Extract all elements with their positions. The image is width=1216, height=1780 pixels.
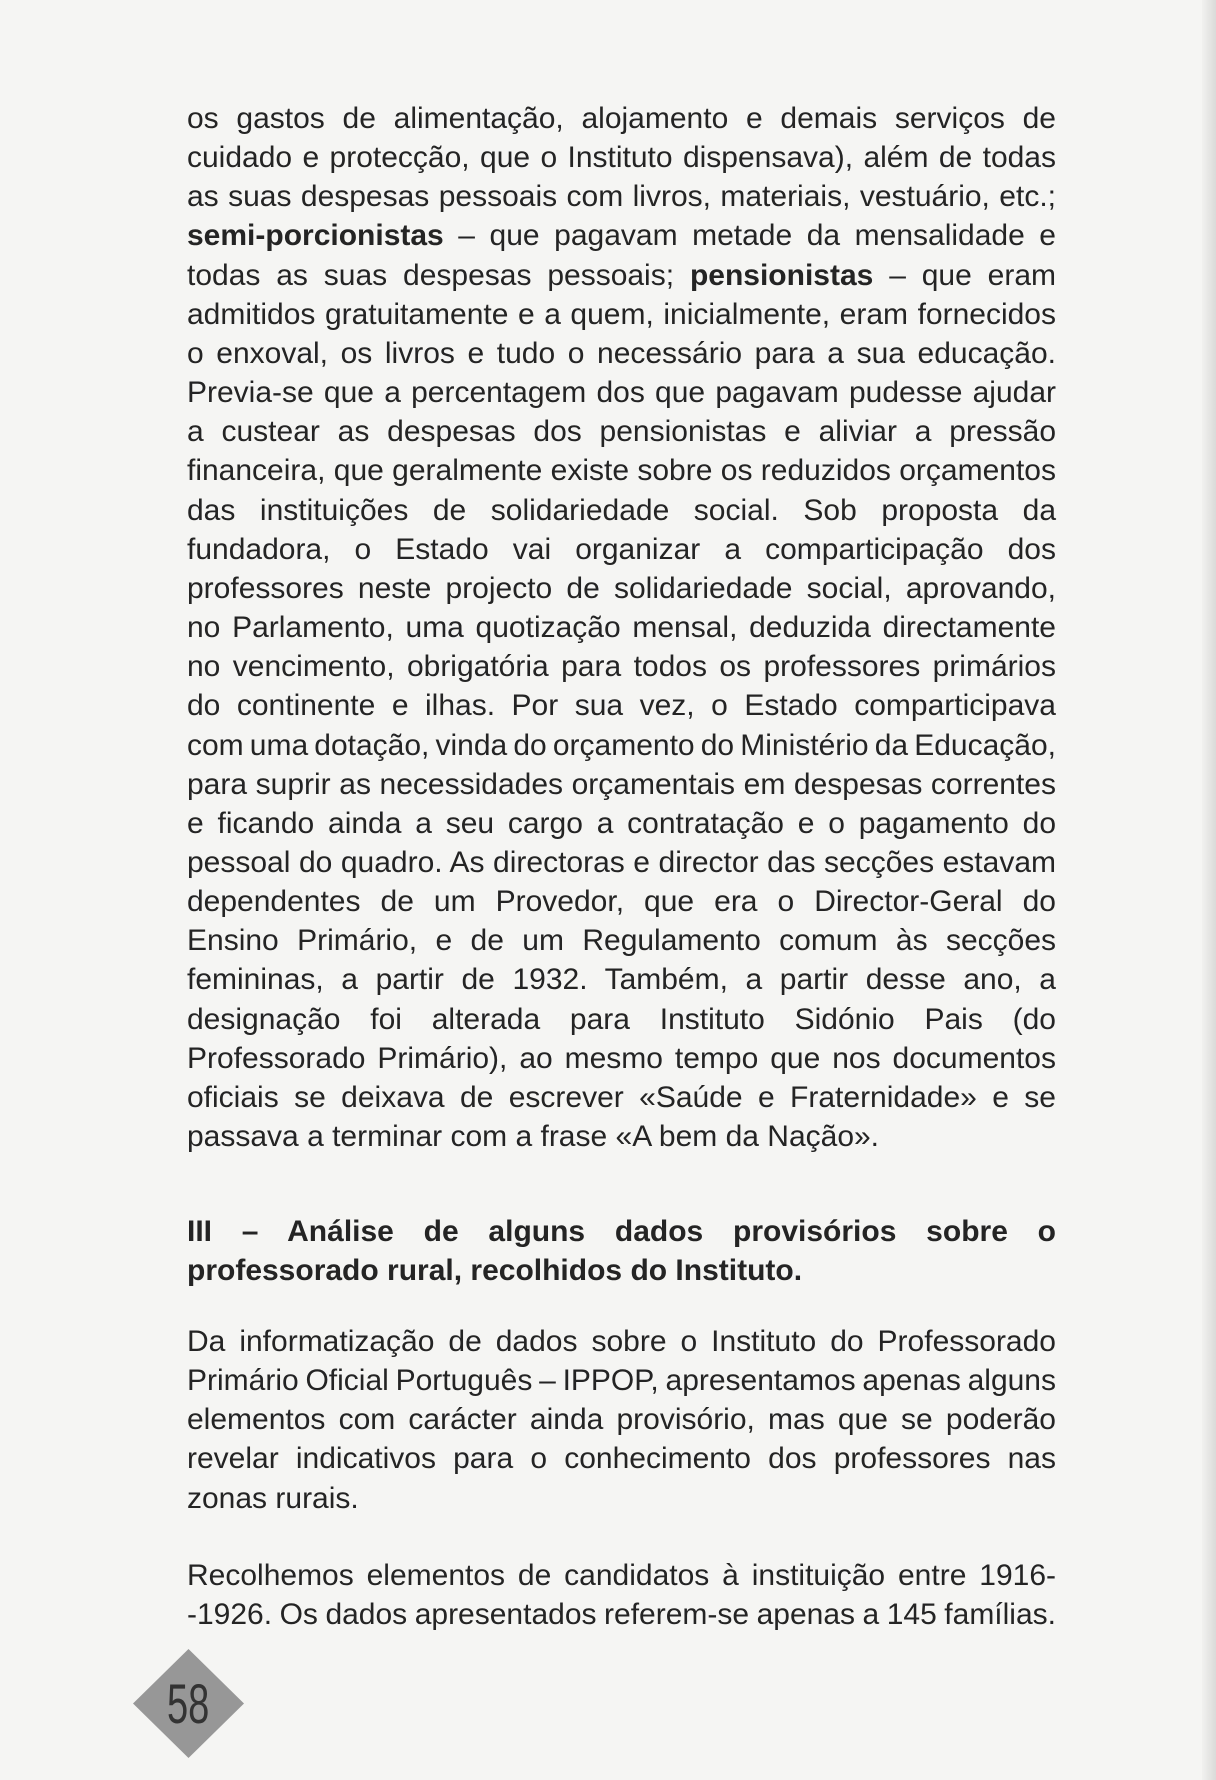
text-line: as suas despesas pessoais com livros, materiais, vestuário, etc.;	[187, 180, 1056, 214]
text-line	[187, 256, 1056, 295]
page-number-wrap	[133, 1649, 244, 1758]
text-line: femininas, a partir de 1932. Também, a partir desse ano, a	[187, 963, 1056, 997]
text-line: o enxoval, os livros e tudo o necessário para a sua educação.	[187, 336, 1056, 370]
heading-line: III – Análise de alguns dados provisórios sobre o	[187, 1215, 1056, 1248]
line-text: – que eram	[873, 258, 1057, 292]
text-line: das instituições de solidariedade social. Sob proposta da	[187, 493, 1056, 527]
text-line: -1926. Os dados apresentados referem-se apenas a 145 famílias.	[187, 1598, 1056, 1632]
line-text: – que pagavam metade da mensalidade e	[443, 219, 1056, 253]
section-heading	[187, 1212, 1056, 1290]
text-line: com uma dotação, vinda do orçamento do Ministério da Educação,	[187, 728, 1056, 762]
text-line: oficiais se deixava de escrever «Saúde e Fraternidade» e se	[187, 1080, 1056, 1114]
text-line: e ficando ainda a seu cargo a contratação e o pagamento do	[187, 806, 1056, 840]
text-line: a custear as despesas dos pensionistas e aliviar a pressão	[187, 415, 1057, 449]
heading-line: professorado rural, recolhidos do Instituto.	[187, 1254, 803, 1288]
paragraph-1	[187, 99, 1056, 1156]
text-line: designação foi alterada para Instituto Sidónio Pais (do	[187, 1002, 1056, 1036]
text-line: no Parlamento, uma quotização mensal, deduzida directamente	[187, 611, 1056, 645]
line-text: todas as suas despesas pessoais;	[187, 258, 690, 292]
text-line: zonas rurais.	[187, 1481, 359, 1515]
text-line	[187, 216, 1056, 255]
text-line: Professorado Primário), ao mesmo tempo que nos documentos	[187, 1041, 1056, 1075]
page-edge-shadow	[1202, 0, 1216, 1780]
text-line: Ensino Primário, e de um Regulamento comum às secções	[187, 924, 1056, 958]
text-line: no vencimento, obrigatória para todos os professores primários	[187, 650, 1056, 684]
text-line: revelar indicativos para o conhecimento dos professores nas	[187, 1442, 1056, 1476]
text-line: cuidado e protecção, que o Instituto dispensava), além de todas	[187, 141, 1056, 175]
text-line: fundadora, o Estado vai organizar a comparticipação dos	[187, 532, 1056, 566]
paragraph-2	[187, 1322, 1056, 1518]
page-number-badge	[133, 1649, 244, 1758]
text-line: passava a terminar com a frase «A bem da Nação».	[187, 1120, 880, 1154]
text-line: Recolhemos elementos de candidatos à instituição entre 1916-	[187, 1559, 1056, 1592]
page-number: 58	[167, 1671, 210, 1735]
text-line: pessoal do quadro. As directoras e director das secções estavam	[187, 845, 1056, 879]
text-line: Da informatização de dados sobre o Instituto do Professorado	[187, 1325, 1056, 1358]
text-line: admitidos gratuitamente e a quem, inicialmente, eram fornecidos	[187, 297, 1056, 331]
text-line: para suprir as necessidades orçamentais em despesas correntes	[187, 767, 1056, 801]
text-line: professores neste projecto de solidariedade social, aprovando,	[187, 571, 1056, 605]
paragraph-3	[187, 1556, 1056, 1634]
text-line: Previa-se que a percentagem dos que pagavam pudesse ajudar	[187, 376, 1056, 410]
text-line: elementos com carácter ainda provisório, mas que se poderão	[187, 1403, 1056, 1437]
text-line: do continente e ilhas. Por sua vez, o Estado comparticipava	[187, 689, 1056, 723]
text-line: Primário Oficial Português – IPPOP, apresentamos apenas alguns	[187, 1364, 1056, 1398]
bold-term: pensionistas	[689, 258, 874, 292]
bold-term: semi-porcionistas	[187, 219, 444, 253]
text-line: os gastos de alimentação, alojamento e demais serviços de	[187, 102, 1056, 135]
text-line: financeira, que geralmente existe sobre os reduzidos orçamentos	[187, 454, 1056, 488]
text-line: dependentes de um Provedor, que era o Director-Geral do	[187, 885, 1056, 919]
